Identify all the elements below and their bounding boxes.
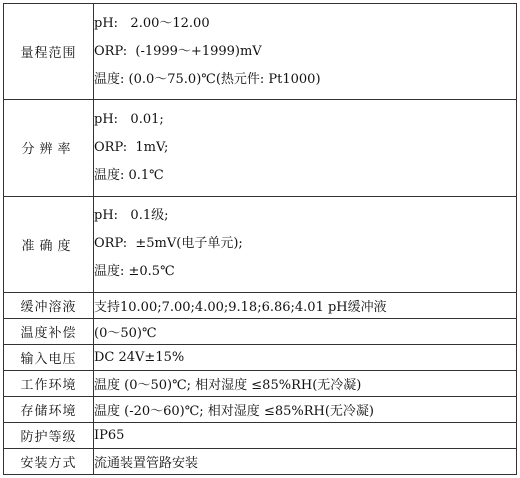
spec-row-temp-comp: [4, 319, 517, 345]
spec-line: ORP: (-1999～+1999)mV: [94, 43, 262, 59]
spec-value: [94, 196, 517, 292]
spec-label: 安装方式: [4, 449, 94, 475]
spec-row-operating-env: [4, 371, 517, 397]
spec-line: 温度: (0.0～75.0)℃(热元件: Pt1000): [94, 71, 321, 87]
spec-line: 温度: 0.1℃: [94, 167, 164, 183]
spec-row-installation: [4, 449, 517, 475]
spec-value: 支持10.00;7.00;4.00;9.18;6.86;4.01 pH缓冲液: [94, 293, 517, 319]
spec-value: [94, 100, 517, 196]
spec-value: (0～50)℃: [94, 319, 517, 345]
spec-label: 防护等级: [4, 423, 94, 449]
spec-label: 准确度: [4, 196, 94, 292]
spec-label: 量程范围: [4, 4, 94, 100]
spec-row-voltage: [4, 345, 517, 371]
spec-value: [94, 4, 517, 100]
spec-row-resolution: [4, 100, 517, 196]
spec-table: [3, 3, 517, 475]
spec-label: 分辨率: [4, 100, 94, 196]
spec-value: IP65: [94, 423, 517, 449]
spec-label: 缓冲溶液: [4, 293, 94, 319]
spec-value: 温度 (-20～60)℃; 相对湿度 ≤85%RH(无冷凝): [94, 397, 517, 423]
spec-row-accuracy: [4, 196, 517, 292]
spec-line: pH: 2.00～12.00: [94, 15, 210, 31]
spec-label: 输入电压: [4, 345, 94, 371]
spec-line: ORP: ±5mV(电子单元);: [94, 236, 243, 252]
spec-row-buffer: [4, 293, 517, 319]
spec-value: DC 24V±15%: [94, 345, 517, 371]
spec-row-storage-env: [4, 397, 517, 423]
spec-row-protection: [4, 423, 517, 449]
spec-line: 温度: ±0.5℃: [94, 264, 175, 280]
spec-label: 存储环境: [4, 397, 94, 423]
spec-line: pH: 0.01;: [94, 111, 164, 127]
spec-row-range: [4, 4, 517, 100]
spec-line: ORP: 1mV;: [94, 139, 169, 155]
spec-label: 工作环境: [4, 371, 94, 397]
spec-line: pH: 0.1级;: [94, 208, 169, 224]
spec-value: 流通装置管路安装: [94, 449, 517, 475]
spec-label: 温度补偿: [4, 319, 94, 345]
spec-value: 温度 (0～50)℃; 相对湿度 ≤85%RH(无冷凝): [94, 371, 517, 397]
